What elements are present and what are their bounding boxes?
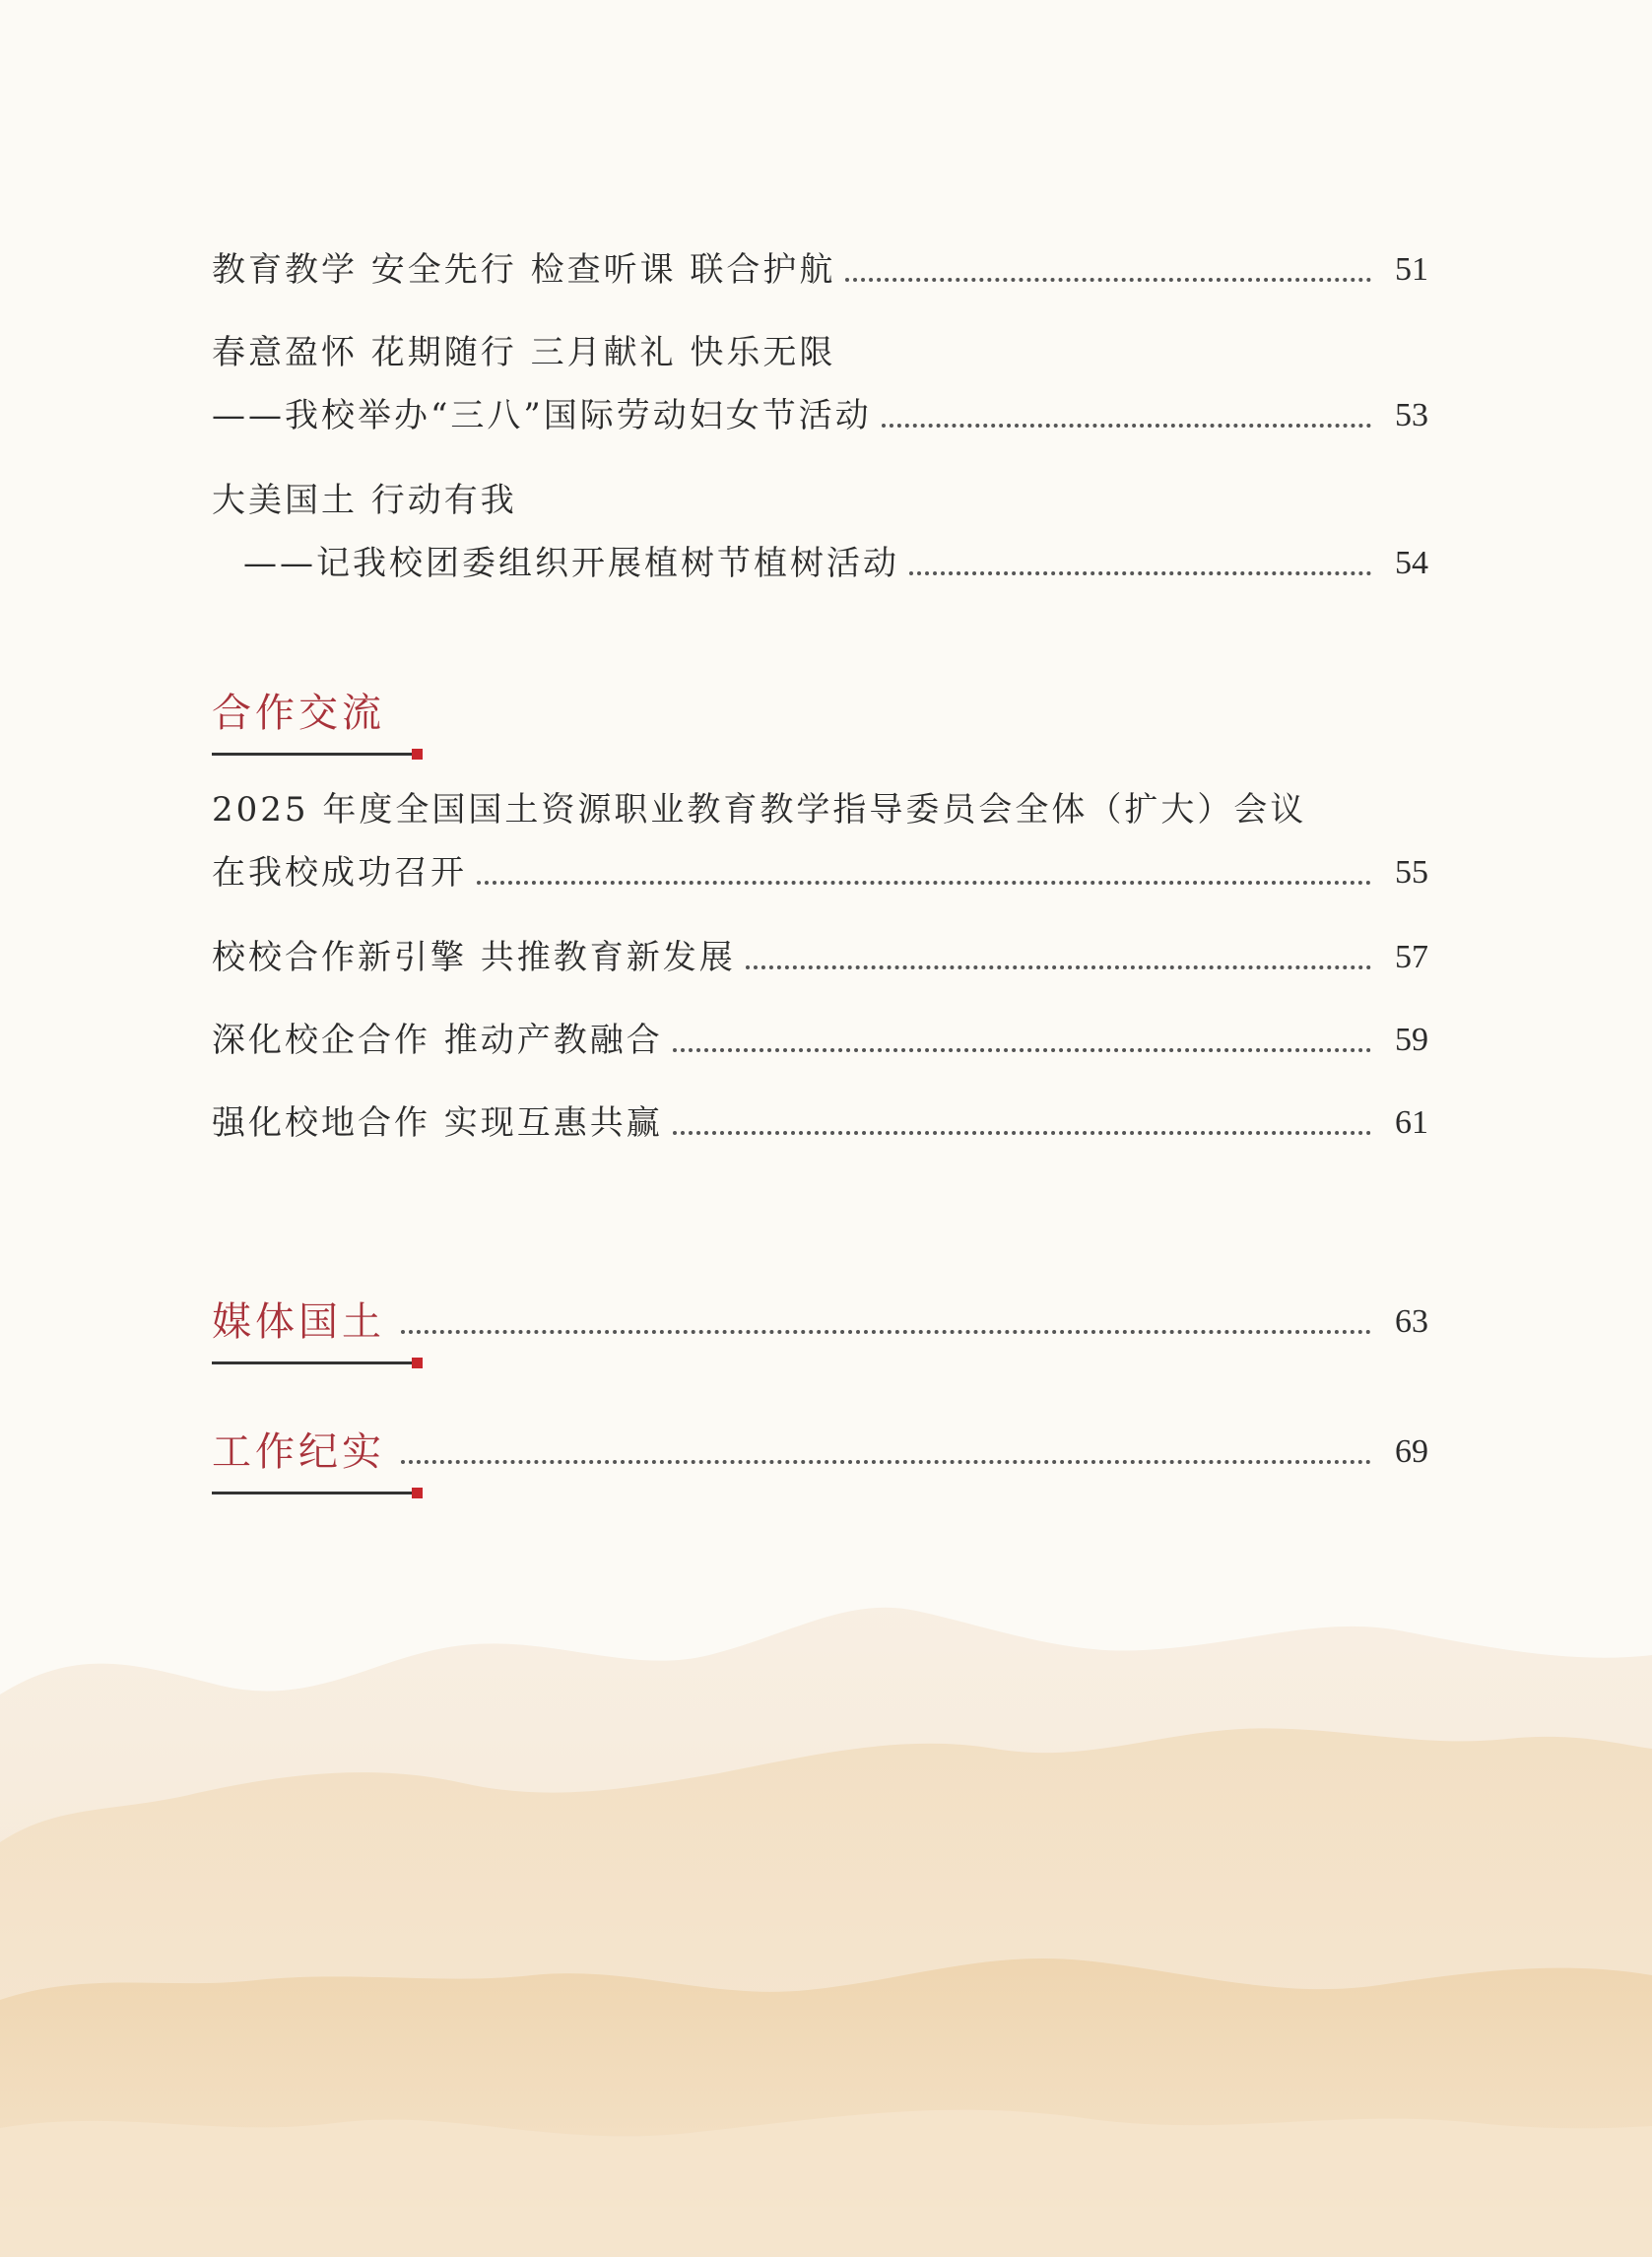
- dot-leader: [401, 1330, 1371, 1334]
- section-heading: 合作交流: [212, 691, 385, 736]
- toc-page-number: 53: [1395, 397, 1428, 433]
- toc-page-number: 54: [1395, 545, 1428, 581]
- toc-page-number: 69: [1395, 1433, 1428, 1470]
- toc-entry-title: 校校合作新引擎 共推教育新发展: [212, 938, 736, 977]
- dot-leader: [909, 571, 1371, 575]
- toc-page-number: 51: [1395, 251, 1428, 288]
- section-heading: 工作纪实: [212, 1429, 385, 1475]
- toc-page-number: 59: [1395, 1022, 1428, 1058]
- toc-page-number: 55: [1395, 854, 1428, 891]
- toc-entry-title: 深化校企合作 推动产教融合: [212, 1021, 663, 1060]
- section-underline: [212, 1361, 419, 1364]
- toc-page-number: 63: [1395, 1303, 1428, 1340]
- section-underline: [212, 1492, 419, 1494]
- dot-leader: [882, 424, 1371, 428]
- toc-page-number: 57: [1395, 939, 1428, 975]
- toc-entry-title: 强化校地合作 实现互惠共赢: [212, 1103, 663, 1143]
- section-cooperation: [212, 682, 1428, 756]
- toc-entry-title: 2025 年度全国国土资源职业教育教学指导委员会全体（扩大）会议: [212, 790, 1307, 830]
- toc-entry-subtitle: ——记我校团委组织开展植树节植树活动: [243, 544, 899, 583]
- toc-entry[interactable]: [212, 1009, 1428, 1072]
- toc-entry[interactable]: [212, 469, 1428, 595]
- dot-leader: [401, 1460, 1371, 1464]
- section-media[interactable]: [212, 1291, 1428, 1364]
- toc-entry[interactable]: [212, 1092, 1428, 1155]
- dot-leader: [673, 1048, 1371, 1052]
- toc-entry-subtitle: ——我校举办“三八”国际劳动妇女节活动: [212, 396, 872, 435]
- toc-entry-title-cont: 在我校成功召开: [212, 853, 467, 893]
- toc-entry-title: 大美国土 行动有我: [212, 481, 517, 520]
- section-heading: 媒体国土: [212, 1299, 385, 1345]
- toc-entry[interactable]: [212, 238, 1428, 301]
- toc-entry-title: 春意盈怀 花期随行 三月献礼 快乐无限: [212, 333, 836, 372]
- dot-leader: [673, 1131, 1371, 1135]
- mountain-landscape-icon: [0, 1537, 1652, 2257]
- toc-entry[interactable]: [212, 321, 1428, 447]
- dot-leader: [477, 881, 1371, 885]
- dot-leader: [845, 278, 1371, 282]
- toc-entry[interactable]: [212, 778, 1428, 904]
- dot-leader: [746, 965, 1371, 969]
- toc-entry-title: 教育教学 安全先行 检查听课 联合护航: [212, 250, 836, 290]
- section-underline: [212, 753, 419, 756]
- toc-entry[interactable]: [212, 926, 1428, 989]
- section-work[interactable]: [212, 1421, 1428, 1494]
- toc-page-number: 61: [1395, 1104, 1428, 1141]
